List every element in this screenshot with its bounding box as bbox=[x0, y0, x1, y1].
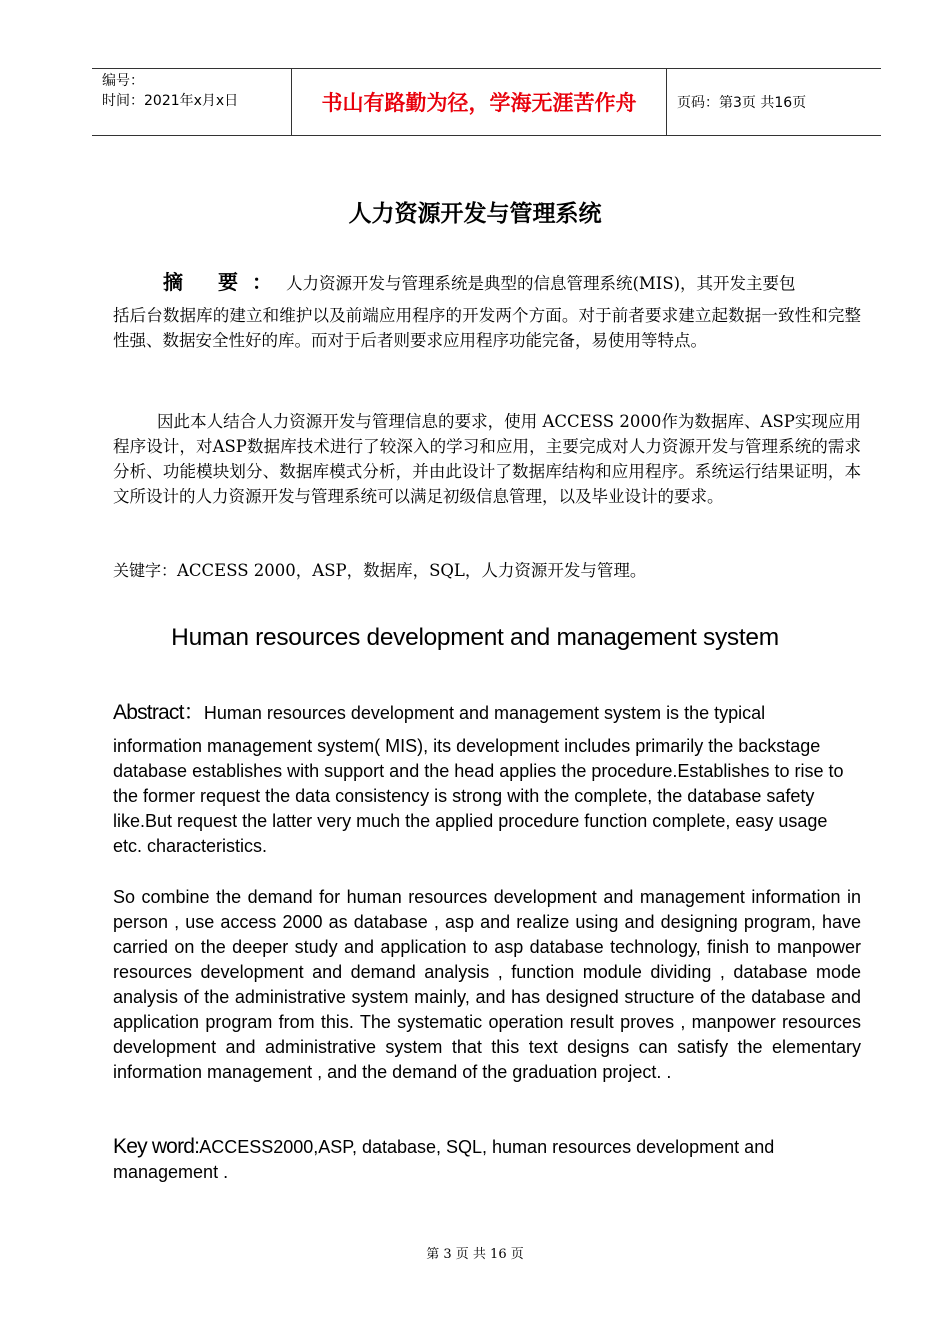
number-label: 编号： bbox=[102, 73, 144, 89]
header-meta bbox=[92, 69, 292, 135]
english-abstract-line1: Human resources development and management system is the typical bbox=[203, 703, 766, 723]
document-header bbox=[92, 68, 881, 136]
page-footer: 第 3 页 共 16 页 bbox=[426, 1247, 524, 1262]
time-label: 时间：2021年x月x日 bbox=[102, 93, 239, 109]
chinese-abstract-p2: 因此本人结合人力资源开发与管理信息的要求，使用 ACCESS 2000作为数据库、ASP实现应用程序设计，对ASP数据库技术进行了较深入的学习和应用，主要完成对人力资源开发与管理系统的需求分析、功能模块划分、数据库模式分析，并由此设计了数据库结构和应用程序。系统运行结果证明，本文所设计的人力资源开发与管理系统可以满足初级信息管理，以及毕业设计的要求。 bbox=[113, 412, 861, 506]
english-title: Human resources development and management system bbox=[171, 624, 779, 651]
chinese-abstract-label: 摘 要： bbox=[163, 270, 286, 294]
chinese-abstract-p1 bbox=[113, 270, 861, 353]
chinese-abstract-line1: 人力资源开发与管理系统是典型的信息管理系统(MIS)，其开发主要包 bbox=[285, 274, 796, 293]
chinese-abstract-rest: 括后台数据库的建立和维护以及前端应用程序的开发两个方面。对于前者要求建立起数据一致性和完整性强、数据安全性好的库。而对于后者则要求应用程序功能完备，易使用等特点。 bbox=[113, 306, 861, 350]
english-abstract-p1 bbox=[113, 700, 861, 859]
header-page-info: 页码：第3页 共16页 bbox=[677, 95, 807, 111]
english-abstract-rest: information management system( MIS), its development includes primarily the backstage database establishes with support and the head applies the procedure.Establishes to rise to the former request the data consistency is strong with the complete, the database safety like.But request the latter very much the applied procedure function complete, easy usage etc. characteristics. bbox=[113, 736, 844, 856]
chinese-title: 人力资源开发与管理系统 bbox=[348, 201, 602, 227]
english-keywords-value: ACCESS2000,ASP, database, SQL, human resources development and management . bbox=[113, 1137, 775, 1182]
header-motto: 书山有路勤为径，学海无涯苦作舟 bbox=[292, 69, 667, 135]
chinese-keywords-label: 关键字： bbox=[113, 561, 178, 580]
english-keywords bbox=[113, 1134, 861, 1185]
chinese-keywords-value: ACCESS 2000，ASP，数据库，SQL，人力资源开发与管理。 bbox=[177, 561, 647, 580]
chinese-keywords bbox=[113, 558, 861, 583]
english-abstract-label: Abstract： bbox=[113, 701, 204, 724]
english-keywords-label: Key word: bbox=[113, 1135, 200, 1158]
english-abstract-p2: So combine the demand for human resources development and management information in person , use access 2000 as database , asp and realize using and designing program, have carried on the deeper study and application to asp database technology, finish to manpower resources development and demand analysis , function module dividing , database mode analysis of the administrative system mainly, and has designed structure of the database and application program from this. The systematic operation result proves , manpower resources development and administrative system that this text designs can satisfy the elementary information management , and the demand of the graduation project. . bbox=[113, 887, 861, 1082]
